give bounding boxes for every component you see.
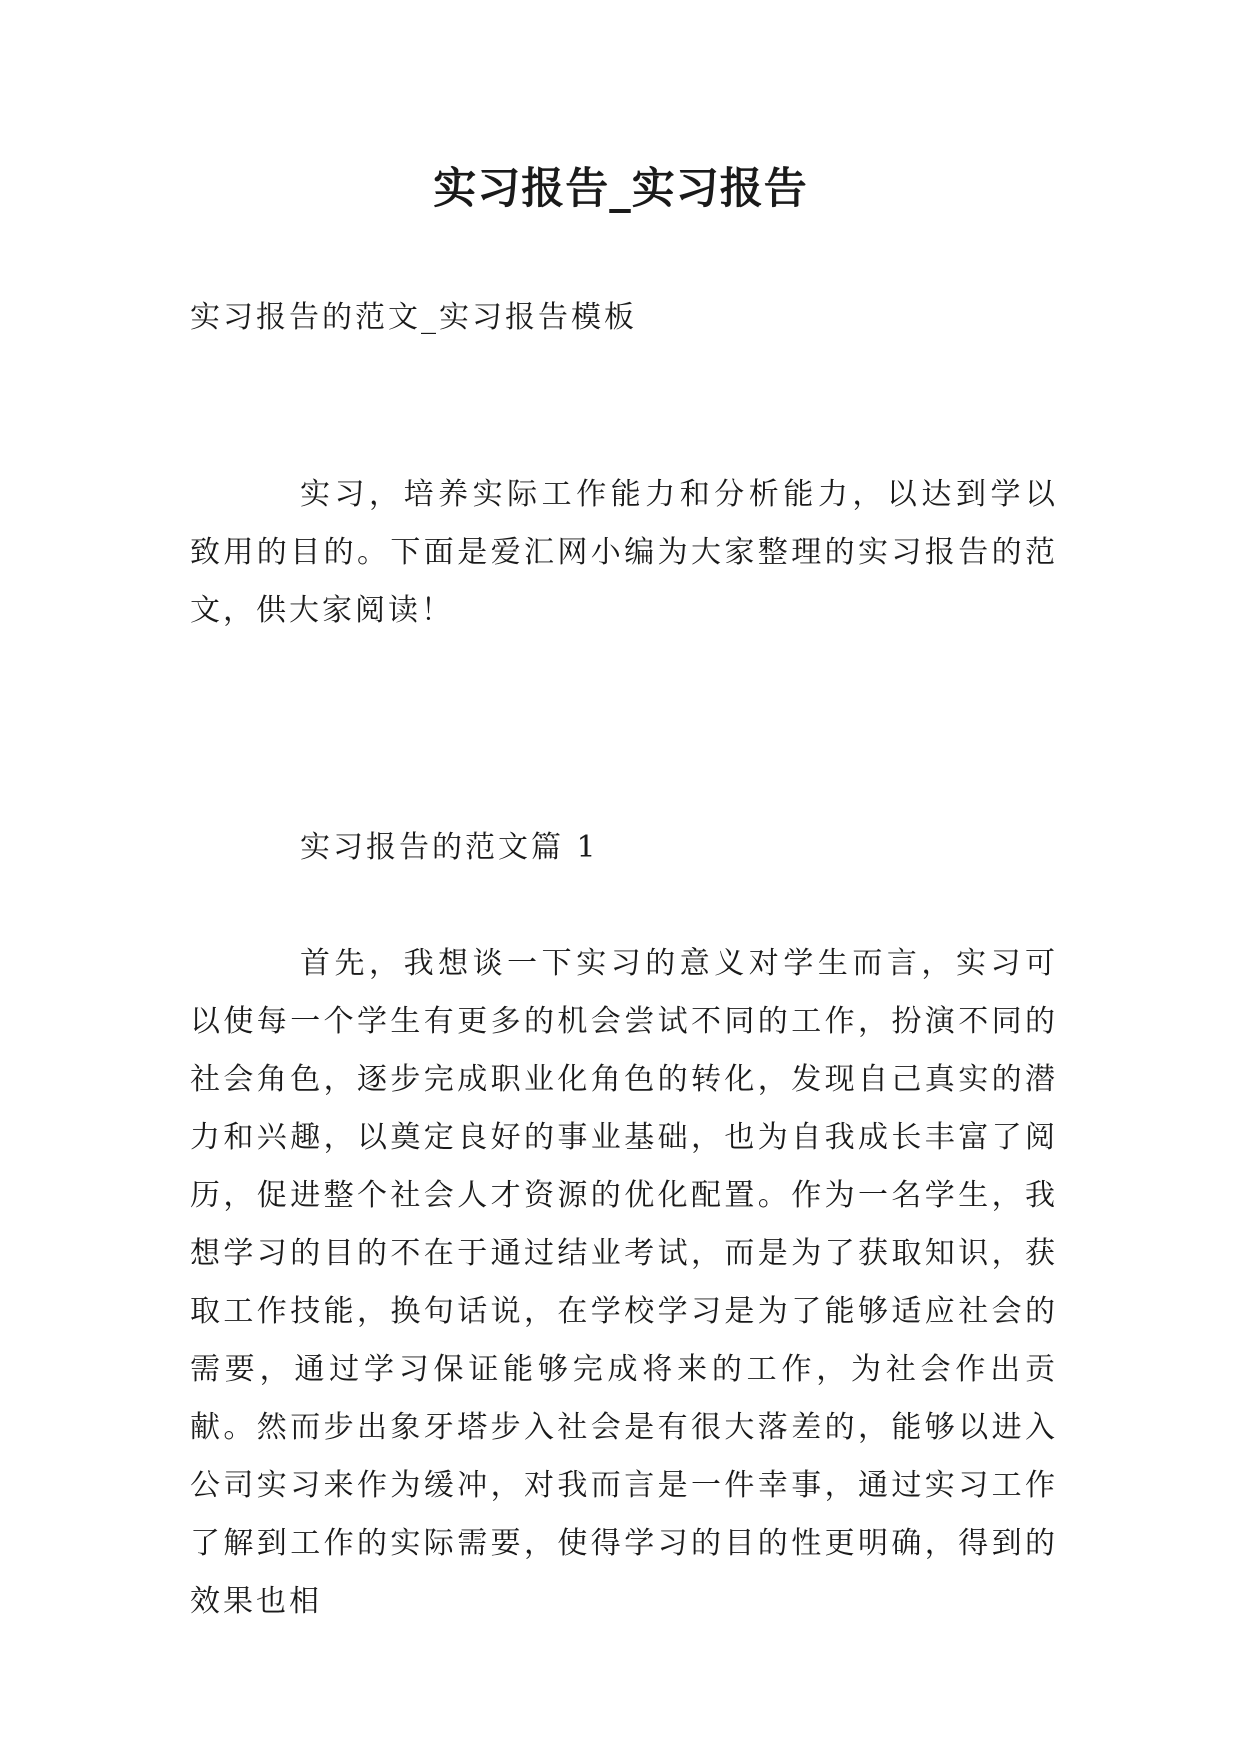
body-paragraph: 首先，我想谈一下实习的意义对学生而言，实习可以使每一个学生有更多的机会尝试不同的工作，扮演不同的社会角色，逐步完成职业化角色的转化，发现自己真实的潜力和兴趣，以奠定良好的事业基础，也为自我成长丰富了阅历，促进整个社会人才资源的优化配置。作为一名学生，我想学习的目的不在于通过结业考试，而是为了获取知识，获取工作技能，换句话说，在学校学习是为了能够适应社会的需要，通过学习保证能够完成将来的工作，为社会作出贡献。然而步出象牙塔步入社会是有很大落差的，能够以进入公司实习来作为缓冲，对我而言是一件幸事，通过实习工作了解到工作的实际需要，使得学习的目的性更明确，得到的效果也相 [190,946,1058,1619]
section-heading: 实习报告的范文篇 1 [300,830,599,865]
document-subtitle: 实习报告的范文_实习报告模板 [190,300,637,335]
document-title: 实习报告_实习报告 [433,164,808,214]
intro-paragraph: 实习，培养实际工作能力和分析能力，以达到学以致用的目的。下面是爱汇网小编为大家整理的实习报告的范文，供大家阅读！ [190,477,1058,628]
